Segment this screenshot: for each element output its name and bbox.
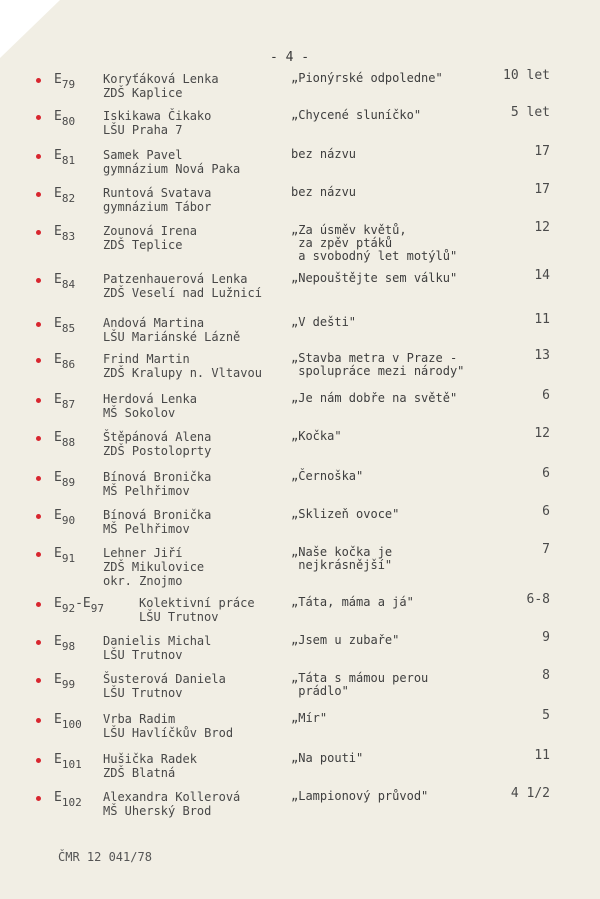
artwork-title: „Táta s mámou perou prádlo" <box>291 671 429 698</box>
entry-code: $E_{90}$ <box>54 508 76 527</box>
age: 12 <box>534 220 550 235</box>
age: 13 <box>534 348 550 363</box>
artwork-title: „Lampionový průvod" <box>291 789 429 803</box>
red-marker-dot <box>36 476 41 481</box>
artwork-title: „Pionýrské odpoledne" <box>291 71 443 85</box>
entry-code: $E_{81}$ <box>54 148 76 167</box>
author-and-school: Frind Martin ZDŠ Kralupy n. Vltavou <box>103 352 262 380</box>
author-and-school: Patzenhauerová Lenka ZDŠ Veselí nad Lužnicí <box>103 272 262 300</box>
red-marker-dot <box>36 78 41 83</box>
artwork-title: „Chycené sluníčko" <box>291 108 422 122</box>
author-and-school: Danielis Michal LŠU Trutnov <box>103 634 212 662</box>
red-marker-dot <box>36 115 41 120</box>
entry-code: $E_{83}$ <box>54 224 76 243</box>
red-marker-dot <box>36 398 41 403</box>
artwork-title: „Stavba metra v Praze - spolupráce mezi národy" <box>291 351 465 378</box>
entry-code: $E_{102}$ <box>54 790 82 809</box>
age: 7 <box>542 542 550 557</box>
age: 6 <box>542 388 550 403</box>
page-number: - 4 - <box>270 50 310 65</box>
red-marker-dot <box>36 796 41 801</box>
entry-code: $E_{84}$ <box>54 272 76 291</box>
entry-code: $E_{87}$ <box>54 392 76 411</box>
red-marker-dot <box>36 514 41 519</box>
author-and-school: Šusterová Daniela LŠU Trutnov <box>103 672 226 700</box>
age: 6-8 <box>526 592 550 607</box>
age: 9 <box>542 630 550 645</box>
author-and-school: Andová Martina LŠU Mariánské Lázně <box>103 316 241 344</box>
entry-row <box>0 220 600 270</box>
artwork-title: „Je nám dobře na světě" <box>291 391 458 405</box>
age: 5 <box>542 708 550 723</box>
red-marker-dot <box>36 640 41 645</box>
entry-code: $E_{99}$ <box>54 672 76 691</box>
age: 5 let <box>510 105 550 120</box>
entry-code: $E_{79}$ <box>54 72 76 91</box>
author-and-school: Koryťáková Lenka ZDŠ Kaplice <box>103 72 219 100</box>
author-and-school: Herdová Lenka MŠ Sokolov <box>103 392 197 420</box>
age: 17 <box>534 144 550 159</box>
artwork-title: bez názvu <box>291 185 357 199</box>
red-marker-dot <box>36 278 41 283</box>
red-marker-dot <box>36 436 41 441</box>
entry-code: $E_{100}$ <box>54 712 82 731</box>
red-marker-dot <box>36 678 41 683</box>
age: 11 <box>534 312 550 327</box>
red-marker-dot <box>36 230 41 235</box>
entry-row <box>0 268 600 318</box>
author-and-school: Štěpánová Alena ZDŠ Postoloprty <box>103 430 212 458</box>
artwork-title: „Mír" <box>291 711 328 725</box>
age: 6 <box>542 466 550 481</box>
artwork-title: „Nepouštějte sem válku" <box>291 271 458 285</box>
entry-row <box>0 542 600 592</box>
red-marker-dot <box>36 358 41 363</box>
entry-code: $E_{101}$ <box>54 752 82 771</box>
age: 17 <box>534 182 550 197</box>
entry-row <box>0 786 600 836</box>
entry-code: $E_{86}$ <box>54 352 76 371</box>
author-and-school: Samek Pavel gymnázium Nová Paka <box>103 148 241 176</box>
entry-code: $E_{82}$ <box>54 186 76 205</box>
red-marker-dot <box>36 602 41 607</box>
entry-code: $E_{89}$ <box>54 470 76 489</box>
red-marker-dot <box>36 192 41 197</box>
artwork-title: „Černoška" <box>291 469 364 483</box>
entry-code: $E_{88}$ <box>54 430 76 449</box>
artwork-title: „V dešti" <box>291 315 357 329</box>
author-and-school: Alexandra Kollerová MŠ Uherský Brod <box>103 790 241 818</box>
author-and-school: Lehner Jiří ZDŠ Mikulovice okr. Znojmo <box>103 546 205 588</box>
author-and-school: Zounová Irena ZDŠ Teplice <box>103 224 197 252</box>
author-and-school: Vrba Radim LŠU Havlíčkův Brod <box>103 712 234 740</box>
artwork-title: „Naše kočka je nejkrásnější" <box>291 545 393 572</box>
author-and-school: Iskikawa Čikako LŠU Praha 7 <box>103 109 212 137</box>
red-marker-dot <box>36 322 41 327</box>
artwork-title: „Táta, máma a já" <box>291 595 414 609</box>
entry-code: $E_{85}$ <box>54 316 76 335</box>
author-and-school: Bínová Bronička MŠ Pelhřimov <box>103 508 212 536</box>
age: 14 <box>534 268 550 283</box>
author-and-school: Runtová Svatava gymnázium Tábor <box>103 186 212 214</box>
age: 4 1/2 <box>510 786 550 801</box>
red-marker-dot <box>36 718 41 723</box>
artwork-title: „Na pouti" <box>291 751 364 765</box>
age: 12 <box>534 426 550 441</box>
entry-code: $E_{91}$ <box>54 546 76 565</box>
entry-code: $E_{92}-E_{97}$ <box>54 596 104 615</box>
age: 8 <box>542 668 550 683</box>
author-and-school: Hušička Radek ZDŠ Blatná <box>103 752 197 780</box>
age: 10 let <box>503 68 550 83</box>
artwork-title: „Kočka" <box>291 429 342 443</box>
author-and-school: Kolektivní práce LŠU Trutnov <box>139 596 255 624</box>
age: 6 <box>542 504 550 519</box>
artwork-title: „Sklizeň ovoce" <box>291 507 400 521</box>
artwork-title: bez názvu <box>291 147 357 161</box>
footer-reference: ČMR 12 041/78 <box>58 850 152 864</box>
red-marker-dot <box>36 758 41 763</box>
entry-code: $E_{80}$ <box>54 109 76 128</box>
age: 11 <box>534 748 550 763</box>
artwork-title: „Za úsměv květů, za zpěv ptáků a svobodný let motýlů" <box>291 223 458 263</box>
red-marker-dot <box>36 154 41 159</box>
author-and-school: Bínová Bronička MŠ Pelhřimov <box>103 470 212 498</box>
entry-code: $E_{98}$ <box>54 634 76 653</box>
artwork-title: „Jsem u zubaře" <box>291 633 400 647</box>
red-marker-dot <box>36 552 41 557</box>
